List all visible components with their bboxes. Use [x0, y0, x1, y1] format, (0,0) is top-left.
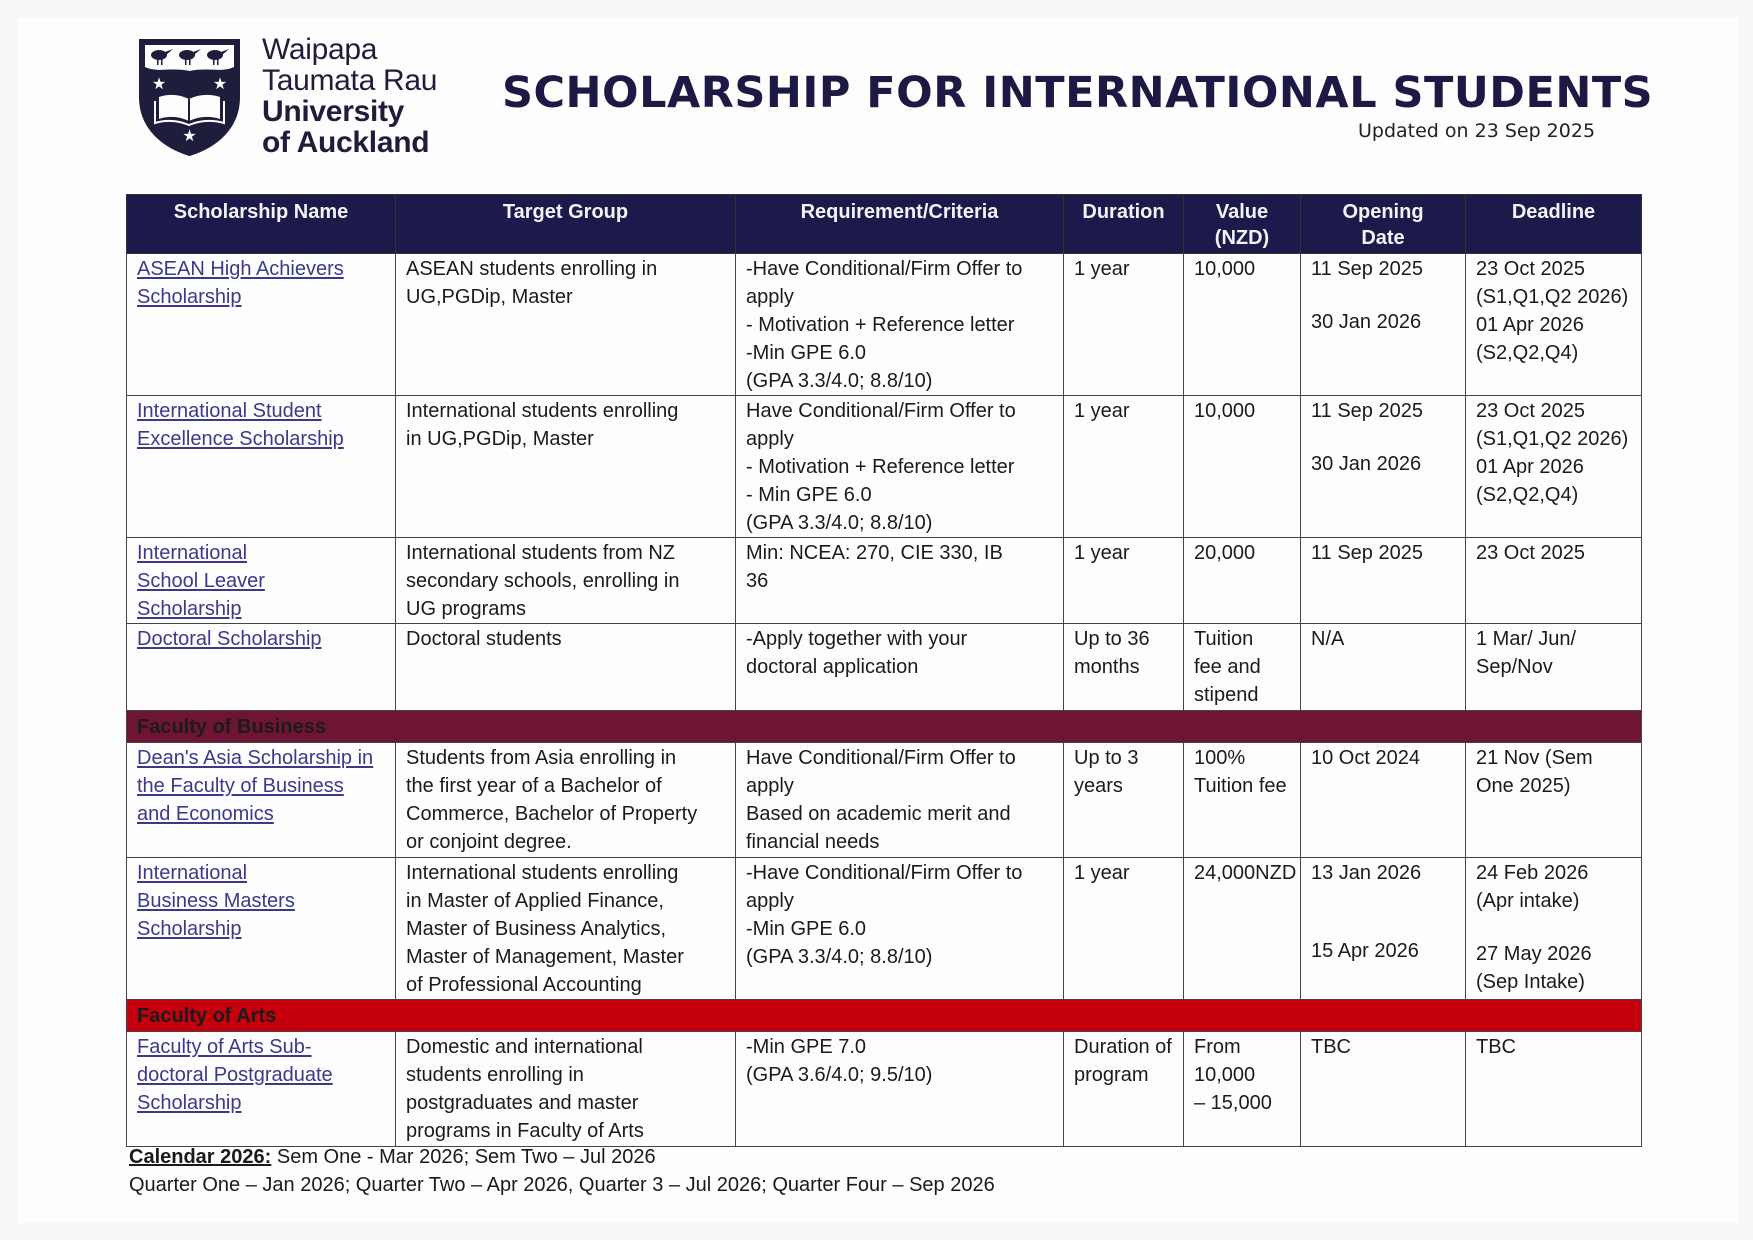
value-line: – 15,000: [1194, 1092, 1272, 1114]
value-line: Tuition fee: [1194, 775, 1287, 797]
cell-deadline: [1466, 254, 1642, 396]
target-line: secondary schools, enrolling in: [406, 570, 680, 592]
deadline-line: 23 Oct 2025: [1476, 258, 1585, 280]
cell-value: [1184, 624, 1301, 711]
opening-line: [1311, 887, 1455, 912]
target-line: Commerce, Bachelor of Property: [406, 803, 698, 825]
value-line: From: [1194, 1036, 1241, 1058]
cell-deadline: [1466, 1032, 1642, 1147]
requirement-line: -Have Conditional/Firm Offer to: [746, 258, 1023, 280]
requirement-line: (GPA 3.3/4.0; 8.8/10): [746, 946, 933, 968]
name-line: School Leaver: [137, 570, 265, 592]
opening-line: [1311, 425, 1455, 450]
open-book-icon: [155, 95, 224, 125]
column-header-duration: Duration: [1064, 195, 1184, 254]
table-row: [127, 858, 1642, 1000]
deadline-line: 27 May 2026: [1476, 943, 1592, 965]
cell-value: [1184, 743, 1301, 858]
university-crest-logo: [137, 37, 242, 157]
table-row: [127, 254, 1642, 396]
deadline-line: 01 Apr 2026: [1476, 456, 1584, 478]
duration-line: program: [1074, 1064, 1149, 1086]
target-line: Master of Management, Master: [406, 946, 684, 968]
opening-line: N/A: [1311, 628, 1345, 650]
cell-opening: [1301, 624, 1466, 711]
target-line: International students from NZ: [406, 542, 676, 564]
duration-line: Duration of: [1074, 1036, 1172, 1058]
requirement-line: -Min GPE 6.0: [746, 918, 867, 940]
name-line: International: [137, 862, 248, 884]
wordmark-line: Waipapa: [262, 33, 378, 66]
requirement-line: apply: [746, 890, 794, 912]
deadline-line: 1 Mar/ Jun/: [1476, 628, 1577, 650]
cell-duration: [1064, 743, 1184, 858]
cell-requirement: [736, 1032, 1064, 1147]
faculty-business-band: [127, 711, 1642, 743]
faculty-arts-band: [127, 1000, 1642, 1032]
value-line: Tuition: [1194, 628, 1254, 650]
opening-line: 13 Jan 2026: [1311, 862, 1422, 884]
target-line: Doctoral students: [406, 628, 562, 650]
scholarship-link[interactable]: [137, 397, 385, 453]
table-row: [127, 743, 1642, 858]
cell-name: [127, 743, 396, 858]
opening-line: [1311, 912, 1455, 937]
cell-name: [127, 538, 396, 624]
deadline-line: (S1,Q1,Q2 2026): [1476, 428, 1629, 450]
requirement-line: Min: NCEA: 270, CIE 330, IB: [746, 542, 1003, 564]
requirement-line: -Have Conditional/Firm Offer to: [746, 862, 1023, 884]
cell-opening: [1301, 743, 1466, 858]
value-line: 10,000: [1194, 400, 1256, 422]
cell-requirement: [736, 624, 1064, 711]
table-row: [127, 1032, 1642, 1147]
cell-value: [1184, 254, 1301, 396]
scholarship-link[interactable]: [137, 744, 385, 828]
target-line: UG programs: [406, 598, 527, 620]
requirement-line: -Min GPE 6.0: [746, 342, 867, 364]
calendar-label: Calendar 2026:: [129, 1146, 272, 1168]
cell-deadline: [1466, 743, 1642, 858]
name-line: doctoral Postgraduate: [137, 1064, 333, 1086]
cell-value: [1184, 1032, 1301, 1147]
name-line: and Economics: [137, 803, 274, 825]
requirement-line: - Motivation + Reference letter: [746, 314, 1015, 336]
name-line: Excellence Scholarship: [137, 428, 344, 450]
calendar-semesters: Sem One - Mar 2026; Sem Two – Jul 2026: [271, 1146, 656, 1168]
cell-value: [1184, 858, 1301, 1000]
requirement-line: 36: [746, 570, 769, 592]
column-header-requirement: Requirement/Criteria: [736, 195, 1064, 254]
requirement-line: Based on academic merit and: [746, 803, 1011, 825]
value-line: 100%: [1194, 747, 1246, 769]
target-line: International students enrolling: [406, 862, 679, 884]
deadline-line: One 2025): [1476, 775, 1571, 797]
opening-line: [1311, 283, 1455, 308]
name-line: International: [137, 542, 248, 564]
university-wordmark: [262, 34, 437, 158]
deadline-line: 01 Apr 2026: [1476, 314, 1584, 336]
opening-line: TBC: [1311, 1036, 1351, 1058]
calendar-line: [129, 1143, 995, 1171]
requirement-line: Have Conditional/Firm Offer to: [746, 400, 1016, 422]
requirement-line: - Min GPE 6.0: [746, 484, 872, 506]
requirement-line: -Min GPE 7.0: [746, 1036, 867, 1058]
cell-duration: [1064, 1032, 1184, 1147]
cell-target: [396, 743, 736, 858]
target-line: in Master of Applied Finance,: [406, 890, 664, 912]
updated-date: Updated on 23 Sep 2025: [1358, 120, 1596, 142]
target-line: students enrolling in: [406, 1064, 584, 1086]
cell-value: [1184, 538, 1301, 624]
name-line: ASEAN High Achievers: [137, 258, 344, 280]
opening-line: 11 Sep 2025: [1311, 542, 1423, 564]
cell-requirement: [736, 538, 1064, 624]
table-row: [127, 624, 1642, 711]
target-line: programs in Faculty of Arts: [406, 1120, 644, 1142]
table-row: [127, 538, 1642, 624]
cell-target: [396, 396, 736, 538]
cell-opening: [1301, 858, 1466, 1000]
opening-line: 10 Oct 2024: [1311, 747, 1420, 769]
deadline-line: (S2,Q2,Q4): [1476, 342, 1579, 364]
deadline-line: 23 Oct 2025: [1476, 542, 1585, 564]
cell-requirement: [736, 396, 1064, 538]
opening-line: 30 Jan 2026: [1311, 453, 1422, 475]
name-line: Dean's Asia Scholarship in: [137, 747, 374, 769]
cell-target: [396, 858, 736, 1000]
faculty-business-band-label: Faculty of Business: [127, 711, 1642, 743]
requirement-line: financial needs: [746, 831, 880, 853]
name-line: Faculty of Arts Sub-: [137, 1036, 312, 1058]
scholarship-link[interactable]: [137, 859, 385, 943]
requirement-line: doctoral application: [746, 656, 919, 678]
value-line: 10,000: [1194, 1064, 1256, 1086]
requirement-line: apply: [746, 286, 794, 308]
cell-opening: [1301, 1032, 1466, 1147]
cell-name: [127, 858, 396, 1000]
name-line: Doctoral Scholarship: [137, 628, 322, 650]
wordmark-line: of Auckland: [262, 126, 430, 159]
cell-duration: [1064, 624, 1184, 711]
column-header-target: Target Group: [396, 195, 736, 254]
deadline-line: 21 Nov (Sem: [1476, 747, 1593, 769]
target-line: ASEAN students enrolling in: [406, 258, 658, 280]
deadline-line: Sep/Nov: [1476, 656, 1553, 678]
svg-text:★: ★: [212, 76, 228, 93]
scholarship-link[interactable]: [137, 539, 385, 623]
cell-deadline: [1466, 538, 1642, 624]
column-header-opening: Opening Date: [1301, 195, 1466, 254]
column-header-value: Value (NZD): [1184, 195, 1301, 254]
target-line: Students from Asia enrolling in: [406, 747, 677, 769]
name-line: Scholarship: [137, 598, 242, 620]
target-line: Master of Business Analytics,: [406, 918, 667, 940]
requirement-line: (GPA 3.3/4.0; 8.8/10): [746, 512, 933, 534]
cell-deadline: [1466, 624, 1642, 711]
target-line: or conjoint degree.: [406, 831, 572, 853]
duration-line: 1 year: [1074, 862, 1130, 884]
opening-line: 15 Apr 2026: [1311, 940, 1419, 962]
deadline-line: (Sep Intake): [1476, 971, 1585, 993]
requirement-line: (GPA 3.3/4.0; 8.8/10): [746, 370, 933, 392]
cell-name: [127, 1032, 396, 1147]
target-line: postgraduates and master: [406, 1092, 639, 1114]
opening-line: 11 Sep 2025: [1311, 258, 1423, 280]
target-line: of Professional Accounting: [406, 974, 642, 996]
svg-text:★: ★: [182, 128, 197, 145]
name-line: Scholarship: [137, 286, 242, 308]
cell-deadline: [1466, 858, 1642, 1000]
calendar-note: [129, 1143, 995, 1199]
requirement-line: apply: [746, 428, 794, 450]
faculty-arts-band-label: Faculty of Arts: [127, 1000, 1642, 1032]
cell-duration: [1064, 396, 1184, 538]
cell-duration: [1064, 858, 1184, 1000]
value-line: 10,000: [1194, 258, 1256, 280]
duration-line: 1 year: [1074, 400, 1130, 422]
requirement-line: apply: [746, 775, 794, 797]
opening-line: 30 Jan 2026: [1311, 311, 1422, 333]
cell-requirement: [736, 254, 1064, 396]
duration-line: Up to 3: [1074, 747, 1139, 769]
opening-line: 11 Sep 2025: [1311, 400, 1423, 422]
cell-requirement: [736, 858, 1064, 1000]
value-line: 20,000: [1194, 542, 1256, 564]
name-line: Scholarship: [137, 918, 242, 940]
column-header-name: Scholarship Name: [127, 195, 396, 254]
cell-name: [127, 254, 396, 396]
name-line: Business Masters: [137, 890, 295, 912]
cell-name: [127, 624, 396, 711]
cell-target: [396, 624, 736, 711]
cell-name: [127, 396, 396, 538]
deadline-line: (Apr intake): [1476, 890, 1580, 912]
value-line: fee and: [1194, 656, 1261, 678]
cell-value: [1184, 396, 1301, 538]
duration-line: 1 year: [1074, 542, 1130, 564]
target-line: UG,PGDip, Master: [406, 286, 573, 308]
cell-target: [396, 1032, 736, 1147]
cell-duration: [1064, 538, 1184, 624]
duration-line: Up to 36: [1074, 628, 1150, 650]
deadline-line: TBC: [1476, 1036, 1516, 1058]
target-line: Domestic and international: [406, 1036, 643, 1058]
cell-opening: [1301, 254, 1466, 396]
wordmark-line: Taumata Rau: [262, 64, 438, 97]
requirement-line: - Motivation + Reference letter: [746, 456, 1015, 478]
calendar-quarters: Quarter One – Jan 2026; Quarter Two – Apr 2026, Quarter 3 – Jul 2026; Quarter Four – Sep 2026: [129, 1174, 995, 1196]
deadline-line: [1476, 915, 1631, 940]
svg-text:★: ★: [151, 76, 167, 93]
scholarship-table: [126, 194, 1642, 1147]
target-line: the first year of a Bachelor of: [406, 775, 662, 797]
wordmark-line: University: [262, 95, 405, 128]
scholarship-link[interactable]: [137, 1033, 385, 1117]
cell-opening: [1301, 396, 1466, 538]
cell-target: [396, 538, 736, 624]
table-row: [127, 396, 1642, 538]
scholarship-link[interactable]: [137, 625, 385, 653]
column-header-deadline: Deadline: [1466, 195, 1642, 254]
name-line: the Faculty of Business: [137, 775, 344, 797]
deadline-line: (S2,Q2,Q4): [1476, 484, 1579, 506]
cell-target: [396, 254, 736, 396]
duration-line: months: [1074, 656, 1140, 678]
name-line: International Student: [137, 400, 322, 422]
requirement-line: Have Conditional/Firm Offer to: [746, 747, 1016, 769]
cell-requirement: [736, 743, 1064, 858]
deadline-line: (S1,Q1,Q2 2026): [1476, 286, 1629, 308]
deadline-line: 24 Feb 2026: [1476, 862, 1589, 884]
name-line: Scholarship: [137, 1092, 242, 1114]
duration-line: 1 year: [1074, 258, 1130, 280]
value-line: 24,000NZD: [1194, 862, 1297, 884]
cell-opening: [1301, 538, 1466, 624]
value-line: stipend: [1194, 684, 1259, 706]
table-header-row: [127, 195, 1642, 254]
scholarship-link[interactable]: [137, 255, 385, 311]
deadline-line: 23 Oct 2025: [1476, 400, 1585, 422]
page-title: SCHOLARSHIP FOR INTERNATIONAL STUDENTS: [502, 68, 1654, 118]
requirement-line: (GPA 3.6/4.0; 9.5/10): [746, 1064, 933, 1086]
cell-deadline: [1466, 396, 1642, 538]
requirement-line: -Apply together with your: [746, 628, 968, 650]
target-line: International students enrolling: [406, 400, 679, 422]
cell-duration: [1064, 254, 1184, 396]
target-line: in UG,PGDip, Master: [406, 428, 594, 450]
duration-line: years: [1074, 775, 1123, 797]
